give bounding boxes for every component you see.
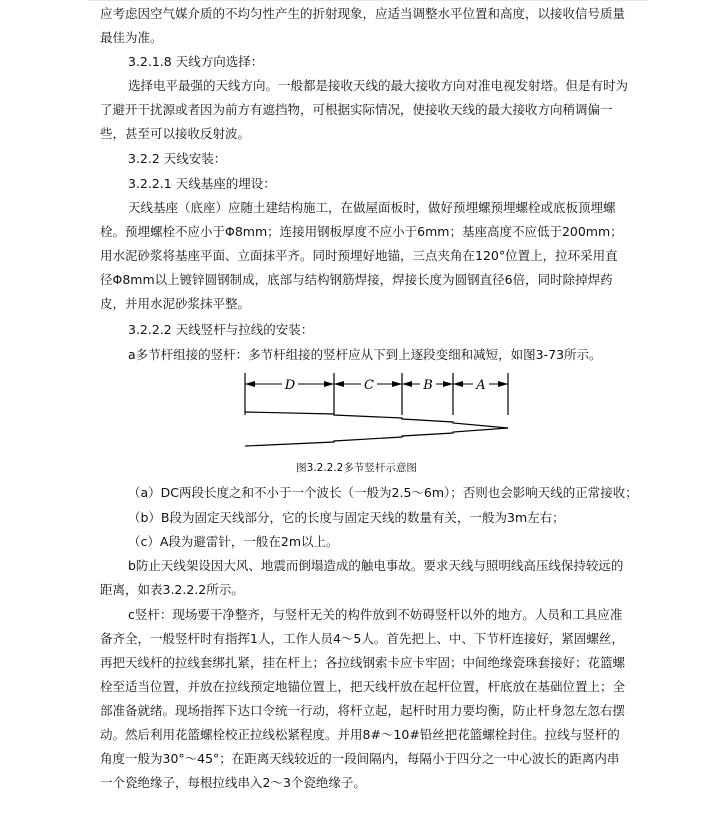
figure-caption: 图3.2.2.2多节竖杆示意图: [296, 462, 417, 474]
heading-3-2-2-2: 3.2.2.2 天线竖杆与拉线的安装：: [128, 322, 314, 337]
paragraph-direction: 选择电平最强的天线方向。一般都是接收天线的最大接收方向对准电视发射塔。但是有时为了避开干扰源或者因为前方有遮挡物，可根据实际情况，使接收天线的最大接收方向稍调偏一些，甚至可以接收反射波。: [100, 78, 629, 141]
heading-3-2-2-1: 3.2.2.1 天线基座的埋设：: [128, 176, 276, 191]
list-item-c: （c）A段为避雷针，一般在2m以上。: [128, 534, 339, 549]
list-item-b: （b）B段为固定天线部分，它的长度与固定天线的数量有关，一般为3m左右；: [128, 510, 565, 525]
paragraph-safety-distance: b防止天线架设因大风、地震而倒塌造成的触电事故。要求天线与照明线高压线保持较远的距离，如表3.2.2.2所示。: [100, 558, 624, 597]
list-item-a: （a）DC两段长度之和不小于一个波长（一般为2.5～6m）；否则也会影响天线的正常接收；: [128, 485, 638, 500]
heading-3-2-2: 3.2.2 天线安装：: [128, 151, 227, 166]
heading-3-2-1-8: 3.2.1.8 天线方向选择：: [128, 54, 264, 69]
label-section-c: C: [364, 378, 374, 393]
paragraph-refraction: 应考虑因空气媒介质的不均匀性产生的折射现象，应适当调整水平位置和高度，以接收信号质量最佳为准。: [100, 6, 626, 45]
mast-diagram-labels: [240, 370, 520, 400]
paragraph-pole-erection: c竖杆：现场要干净整齐，与竖杆无关的构件放到不妨碍竖杆以外的地方。人员和工具应准备齐全，一般竖杆时有指挥1人，工作人员4～5人。首先把上、中、下节杆连接好，紧固螺丝，再把天线杆的拉线套绑扎紧，挂在杆上；各拉线钢索卡应卡牢固；中间绝缘瓷珠套接好；花篮螺栓至适当位置，并放在拉线预定地锚位置上，把天线杆放在起杆位置，杆底放在基础位置上；全部准备就绪。现场指挥下达口令统一行动，将杆立起，起杆时用力要均衡，防止杆身忽左忽右摆动。然后利用花篮螺栓校正拉线松紧程度。并用8#～10#铅丝把花篮螺栓封住。拉线与竖杆的角度一般为30°～45°；在距离天线较近的一段间隔内，每隔小于四分之一中心波长的距离内串一个瓷绝缘子，每根拉线串入2～3个瓷绝缘子。: [100, 607, 626, 790]
paragraph-multi-section-pole: a多节杆组接的竖杆：多节杆组接的竖杆应从下到上逐段变细和减短，如图3-73所示。: [128, 347, 602, 362]
page-top-rule: [88, 0, 648, 1]
paragraph-base: 天线基座（底座）应随土建结构施工，在做屋面板时，做好预埋螺预埋螺栓或底板顶埋螺栓。预埋螺栓不应小于Φ8mm；连接用钢板厚度不应小于6mm；基座高度不应低于200mm；用水泥砂浆将基座平面、立面抹平齐。同时预埋好地锚，三点夹角在120°位置上，拉环采用直径Φ8mm以上镀锌圆钢制成，底部与结构钢筋焊接，焊接长度为圆钢直径6倍，同时除掉焊药皮，并用水泥砂浆抹平整。: [100, 200, 623, 311]
label-section-d: D: [284, 378, 296, 393]
label-section-b: B: [423, 378, 433, 393]
label-section-a: A: [476, 378, 486, 393]
